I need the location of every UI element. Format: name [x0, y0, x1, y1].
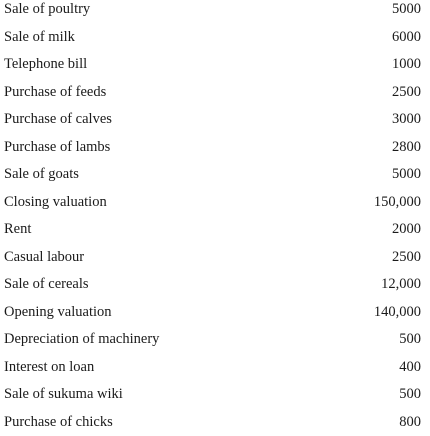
table-row: [0, 134, 430, 161]
table-row: [0, 79, 430, 106]
item-label: Opening valuation: [4, 303, 112, 320]
item-amount: 500: [399, 331, 421, 347]
table-row: [0, 244, 430, 271]
table-row: [0, 409, 430, 436]
item-amount: 2500: [392, 248, 421, 265]
table-row: [0, 189, 430, 216]
item-label: Sale of sukuma wiki: [4, 386, 123, 402]
item-label: Purchase of lambs: [4, 138, 111, 155]
item-amount: 5000: [392, 1, 421, 17]
item-amount: 400: [399, 358, 421, 375]
table-row: [0, 326, 430, 353]
table-row: [0, 381, 430, 408]
item-amount: 2500: [392, 83, 421, 100]
item-label: Purchase of feeds: [4, 83, 107, 100]
table-row: [0, 216, 430, 243]
table-row: [0, 24, 430, 51]
table-row: [0, 299, 430, 326]
table-row: [0, 354, 430, 381]
item-label: Rent: [4, 221, 32, 237]
item-amount: 140,000: [373, 303, 421, 320]
item-label: Purchase of chicks: [4, 413, 113, 430]
item-amount: 500: [399, 386, 421, 402]
item-label: Sale of goats: [4, 166, 79, 182]
item-amount: 150,000: [373, 193, 421, 210]
item-amount: 1000: [392, 56, 421, 72]
item-amount: 5000: [392, 166, 421, 182]
table-row: [0, 0, 430, 23]
table-row: [0, 51, 430, 78]
item-amount: 6000: [392, 28, 421, 45]
table-row: [0, 271, 430, 298]
table-row: [0, 161, 430, 188]
item-label: Sale of poultry: [4, 1, 91, 17]
item-label: Sale of milk: [4, 28, 75, 45]
item-amount: 800: [399, 413, 421, 430]
item-label: Telephone bill: [4, 56, 88, 72]
item-label: Purchase of calves: [4, 111, 112, 127]
item-amount: 2800: [392, 138, 421, 155]
item-amount: 2000: [392, 221, 421, 237]
table-row: [0, 106, 430, 133]
item-amount: 3000: [392, 111, 421, 127]
item-label: Interest on loan: [4, 358, 95, 375]
item-amount: 12,000: [381, 276, 421, 292]
item-label: Closing valuation: [4, 193, 107, 210]
item-label: Depreciation of machinery: [4, 331, 160, 347]
item-label: Casual labour: [4, 248, 85, 265]
item-label: Sale of cereals: [4, 276, 89, 292]
